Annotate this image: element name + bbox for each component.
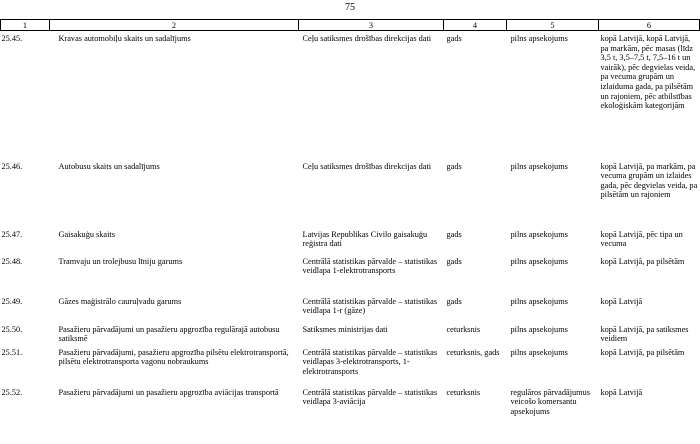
coverage: regulāros pārvadājumus veicošo komersantu apsekojums — [510, 387, 590, 416]
table-row — [1, 293, 700, 321]
row-id: 25.50. — [1, 324, 23, 334]
table-row — [1, 158, 700, 226]
breakdown: kopā Latvijā, pa pilsētām — [600, 347, 685, 357]
table-row — [1, 321, 700, 344]
column-header: 1 — [1, 20, 50, 31]
indicator-name: Autobusu skaits un sadalījums — [58, 161, 160, 171]
data-source: Ceļu satiksmes drošības direkcijas dati — [302, 34, 432, 43]
data-source: Satiksmes ministrijas dati — [302, 324, 388, 334]
data-source: Centrālā statistikas pārvalde – statistikas veidlapa 1-elektrotransports — [302, 256, 438, 276]
frequency: gads — [446, 256, 462, 266]
indicator-name: Pasažieru pārvadājumi un pasažieru apgrozība regulārajā autobusu satiksmē — [58, 324, 280, 344]
data-source: Latvijas Republikas Civilo gaisakuģu reģistra dati — [302, 229, 428, 249]
coverage: pilns apsekojums — [510, 296, 568, 306]
breakdown: kopā Latvijā — [600, 387, 643, 397]
statistics-table — [0, 19, 700, 444]
column-number-row — [1, 20, 700, 31]
table-row — [1, 344, 700, 384]
breakdown: kopā Latvijā, pa markām, pa vecuma grupām un izlaides gada, pēc degvielas veida, pa pilsētām un rajoniem — [600, 161, 698, 200]
column-header: 6 — [599, 20, 700, 31]
row-id: 25.46. — [1, 161, 23, 171]
indicator-name: Gaisakuģu skaits — [58, 229, 115, 239]
breakdown: kopā Latvijā, pa satiksmes veidiem — [600, 324, 689, 344]
frequency: gads — [446, 34, 462, 43]
table-row — [1, 384, 700, 444]
frequency: ceturksnis, gads — [446, 347, 500, 357]
column-header: 5 — [507, 20, 599, 31]
row-id: 25.49. — [1, 296, 23, 306]
page-number: 75 — [345, 2, 355, 13]
indicator-name: Pasažieru pārvadājumi, pasažieru apgrozība pilsētu elektrotransportā, pilsētu elektrotransporta vagonu nobraukums — [58, 347, 289, 367]
frequency: gads — [446, 229, 462, 239]
coverage: pilns apsekojums — [510, 347, 568, 357]
row-id: 25.51. — [1, 347, 23, 357]
data-source: Ceļu satiksmes drošības direkcijas dati — [302, 161, 432, 171]
data-source: Centrālā statistikas pārvalde – statistikas veidlapa 3-aviācija — [302, 387, 438, 407]
frequency: ceturksnis — [446, 387, 481, 397]
column-header: 2 — [50, 20, 299, 31]
coverage: pilns apsekojums — [510, 324, 568, 334]
indicator-name: Kravas automobiļu skaits un sadalījums — [58, 34, 191, 43]
indicator-name: Gāzes maģistrālo cauruļvadu garums — [58, 296, 182, 306]
coverage: pilns apsekojums — [510, 34, 568, 43]
breakdown: kopā Latvijā, kopā Latvijā, pa markām, pēc masas (līdz 3,5 t, 3,5–7,5 t, 7,5–16 t un vairāk), pēc degvielas veida, pa vecuma grupām un izlaiduma gada, pa pilsētām un rajoniem, pēc atbilstības ekoloģiskām kategorijām — [600, 34, 696, 111]
breakdown: kopā Latvijā — [600, 296, 643, 306]
coverage: pilns apsekojums — [510, 256, 568, 266]
column-header: 4 — [444, 20, 507, 31]
indicator-name: Pasažieru pārvadājumi un pasažieru apgrozība aviācijas transportā — [58, 387, 279, 397]
frequency: ceturksnis — [446, 324, 481, 334]
coverage: pilns apsekojums — [510, 161, 568, 171]
data-source: Centrālā statistikas pārvalde – statistikas veidlapa 1-r (gāze) — [302, 296, 438, 316]
table-row — [1, 31, 700, 158]
column-header: 3 — [299, 20, 444, 31]
indicator-name: Tramvaju un trolejbusu līniju garums — [58, 256, 183, 266]
coverage: pilns apsekojums — [510, 229, 568, 239]
data-source: Centrālā statistikas pārvalde – statistikas veidlapas 3-elektrotransports, 1-elektrotransports — [302, 347, 438, 376]
frequency: gads — [446, 161, 462, 171]
breakdown: kopā Latvijā, pēc tipa un vecuma — [600, 229, 683, 249]
table-row — [1, 253, 700, 293]
row-id: 25.52. — [1, 387, 23, 397]
table-row — [1, 226, 700, 253]
row-id: 25.45. — [1, 34, 23, 43]
row-id: 25.48. — [1, 256, 23, 266]
breakdown: kopā Latvijā, pa pilsētām — [600, 256, 685, 266]
row-id: 25.47. — [1, 229, 23, 239]
frequency: gads — [446, 296, 462, 306]
